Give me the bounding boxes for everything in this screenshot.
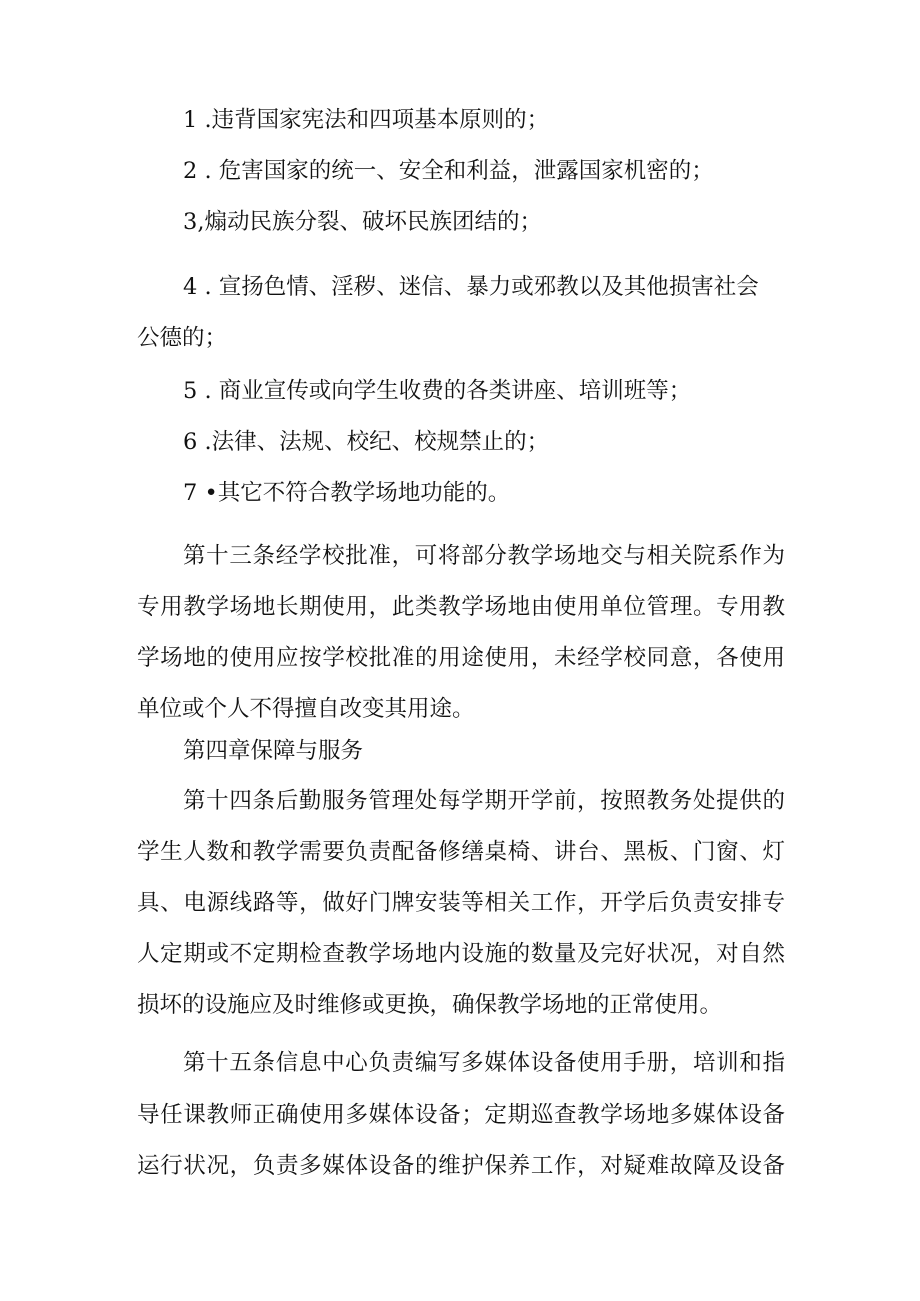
list-number: 5 <box>183 378 198 404</box>
list-text: •其它不符合教学场地功能的。 <box>204 480 511 506</box>
list-number: 3, <box>183 209 205 235</box>
article-14-line-1: 第十四条后勤服务管理处每学期开学前，按照教务处提供的 <box>183 788 785 814</box>
list-text: .违背国家宪法和四项基本原则的； <box>204 107 550 133</box>
list-number: 6 <box>183 429 198 455</box>
article-13-line-1: 第十三条经学校批准，可将部分教学场地交与相关院系作为 <box>183 543 785 569</box>
article-13-line-3: 学场地的使用应按学校批准的用途使用，未经学校同意，各使用 <box>137 645 785 671</box>
article-14-line-4: 人定期或不定期检查教学场地内设施的数量及完好状况，对自然 <box>137 941 785 967</box>
list-number: 4 <box>183 274 198 300</box>
list-number: 2 <box>183 158 198 184</box>
article-13-line-4: 单位或个人不得擅自改变其用途。 <box>137 696 475 722</box>
article-14-line-3: 具、电源线路等，做好门牌安装等相关工作，开学后负责安排专 <box>137 890 785 916</box>
list-item-1 <box>183 105 549 135</box>
article-14-line-2: 学生人数和教学需要负责配备修缮桌椅、讲台、黑板、门窗、灯 <box>137 839 785 865</box>
list-number: 1 <box>183 107 198 133</box>
article-14-line-5: 损坏的设施应及时维修或更换，确保教学场地的正常使用。 <box>137 992 723 1018</box>
article-15-line-2: 导任课教师正确使用多媒体设备；定期巡查教学场地多媒体设备 <box>137 1102 785 1128</box>
list-text: . 宣扬色情、淫秽、迷信、暴力或邪教以及其他损害社会 <box>204 274 759 300</box>
list-text: . 商业宣传或向学生收费的各类讲座、培训班等； <box>204 378 692 404</box>
article-13-line-2: 专用教学场地长期使用，此类教学场地由使用单位管理。专用教 <box>137 594 785 620</box>
list-item-6 <box>183 427 549 457</box>
list-item-5 <box>183 376 691 406</box>
list-text: .法律、法规、校纪、校规禁止的； <box>204 429 550 455</box>
article-15-line-3: 运行状况，负责多媒体设备的维护保养工作，对疑难故障及设备 <box>137 1153 785 1179</box>
list-item-3 <box>183 207 542 237</box>
list-item-2 <box>183 156 714 186</box>
list-text: 煽动民族分裂、破坏民族团结的； <box>204 209 542 235</box>
list-text: . 危害国家的统一、安全和利益，泄露国家机密的； <box>204 158 714 184</box>
list-item-7 <box>183 478 510 508</box>
chapter-heading: 第四章保障与服务 <box>183 738 364 764</box>
article-15-line-1: 第十五条信息中心负责编写多媒体设备使用手册，培训和指 <box>183 1050 785 1076</box>
list-item-4 <box>183 272 759 302</box>
list-item-4-continuation: 公德的； <box>137 325 228 351</box>
list-number: 7 <box>183 480 198 506</box>
